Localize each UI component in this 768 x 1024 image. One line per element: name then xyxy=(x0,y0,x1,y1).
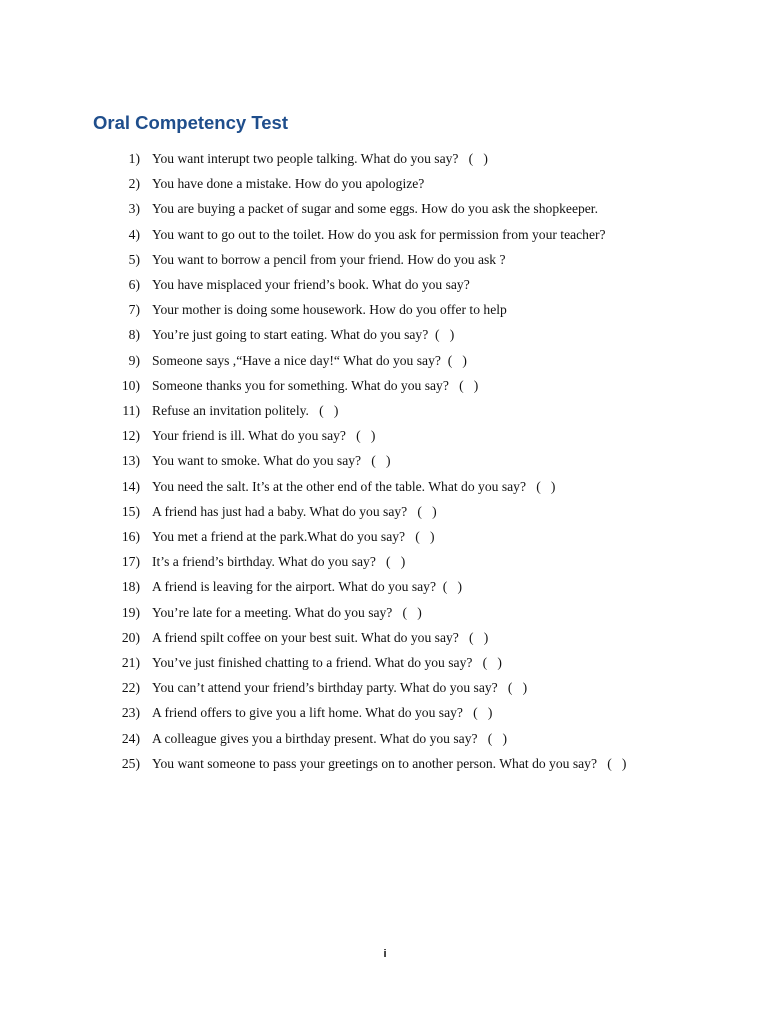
question-item xyxy=(100,574,675,599)
question-item xyxy=(100,751,675,776)
question-number: 15) xyxy=(121,503,140,519)
question-item xyxy=(100,726,675,751)
question-number: 17) xyxy=(121,554,140,570)
question-number: 1) xyxy=(128,151,140,166)
question-item xyxy=(100,272,675,297)
question-text: You met a friend at the park.What do you say? ( ) xyxy=(152,529,435,545)
question-text: It’s a friend’s birthday. What do you say? ( ) xyxy=(152,554,406,570)
question-text: You want to go out to the toilet. How do you ask for permission from your teacher? xyxy=(152,226,606,242)
question-text: A friend is leaving for the airport. What do you say? ( ) xyxy=(152,579,463,595)
question-item xyxy=(100,146,675,171)
question-text: You want someone to pass your greetings on to another person. What do you say? ( ) xyxy=(152,755,627,771)
question-number: 4) xyxy=(128,226,140,242)
question-item xyxy=(100,625,675,650)
page-number: i xyxy=(383,948,387,960)
question-text: You want to borrow a pencil from your friend. How do you ask ? xyxy=(152,251,506,267)
question-number: 2) xyxy=(128,176,140,192)
question-text: A friend spilt coffee on your best suit. What do you say? ( ) xyxy=(152,629,489,645)
question-text: Your mother is doing some housework. How do you offer to help xyxy=(152,302,507,318)
question-text: You are buying a packet of sugar and some eggs. How do you ask the shopkeeper. xyxy=(152,201,598,217)
question-text: You have done a mistake. How do you apologize? xyxy=(152,176,425,192)
question-text: You’re late for a meeting. What do you say? ( ) xyxy=(152,604,422,620)
question-number: 14) xyxy=(121,478,140,494)
question-item xyxy=(100,348,675,373)
question-item xyxy=(100,423,675,448)
question-text: You have misplaced your friend’s book. What do you say? xyxy=(152,277,470,293)
page-title: Oral Competency Test xyxy=(93,112,288,133)
question-text: Someone says ,“Have a nice day!“ What do you say? ( ) xyxy=(152,352,467,368)
question-number: 6) xyxy=(128,277,140,293)
question-number: 25) xyxy=(121,755,140,771)
question-item xyxy=(100,373,675,398)
question-item xyxy=(100,650,675,675)
question-number: 20) xyxy=(121,629,140,645)
question-item xyxy=(100,247,675,272)
question-item xyxy=(100,448,675,473)
question-list xyxy=(100,146,675,776)
question-number: 10) xyxy=(121,377,140,393)
question-text: A friend has just had a baby. What do you say? ( ) xyxy=(152,503,437,519)
question-number: 21) xyxy=(121,655,140,671)
question-number: 19) xyxy=(121,604,140,620)
question-item xyxy=(100,600,675,625)
question-text: You’ve just finished chatting to a friend. What do you say? ( ) xyxy=(152,655,502,671)
question-text: You want interupt two people talking. What do you say? ( ) xyxy=(152,151,488,166)
question-text: Your friend is ill. What do you say? ( ) xyxy=(152,428,376,444)
question-item xyxy=(100,222,675,247)
question-item xyxy=(100,499,675,524)
question-item xyxy=(100,700,675,725)
question-text: Someone thanks you for something. What do you say? ( ) xyxy=(152,377,479,393)
question-text: You’re just going to start eating. What do you say? ( ) xyxy=(152,327,455,343)
question-number: 16) xyxy=(121,529,140,545)
question-text: Refuse an invitation politely. ( ) xyxy=(152,403,339,419)
question-number: 3) xyxy=(128,201,140,217)
question-number: 13) xyxy=(121,453,140,469)
question-item xyxy=(100,675,675,700)
question-item xyxy=(100,322,675,347)
question-number: 18) xyxy=(121,579,140,595)
question-text: You can’t attend your friend’s birthday party. What do you say? ( ) xyxy=(152,680,528,696)
question-number: 7) xyxy=(128,302,140,318)
question-text: A friend offers to give you a lift home. What do you say? ( ) xyxy=(152,705,493,721)
question-item xyxy=(100,297,675,322)
question-text: A colleague gives you a birthday present. What do you say? ( ) xyxy=(152,730,507,746)
question-number: 11) xyxy=(122,403,140,419)
question-number: 12) xyxy=(121,428,140,444)
question-number: 8) xyxy=(128,327,140,343)
question-item xyxy=(100,474,675,499)
question-number: 23) xyxy=(121,705,140,721)
question-item xyxy=(100,549,675,574)
question-text: You want to smoke. What do you say? ( ) xyxy=(152,453,391,469)
question-number: 22) xyxy=(121,680,140,696)
question-item xyxy=(100,196,675,221)
question-number: 9) xyxy=(128,352,140,368)
question-item xyxy=(100,524,675,549)
question-number: 5) xyxy=(128,251,140,267)
question-item xyxy=(100,398,675,423)
question-item xyxy=(100,171,675,196)
question-text: You need the salt. It’s at the other end of the table. What do you say? ( ) xyxy=(152,478,556,494)
question-number: 24) xyxy=(121,730,140,746)
